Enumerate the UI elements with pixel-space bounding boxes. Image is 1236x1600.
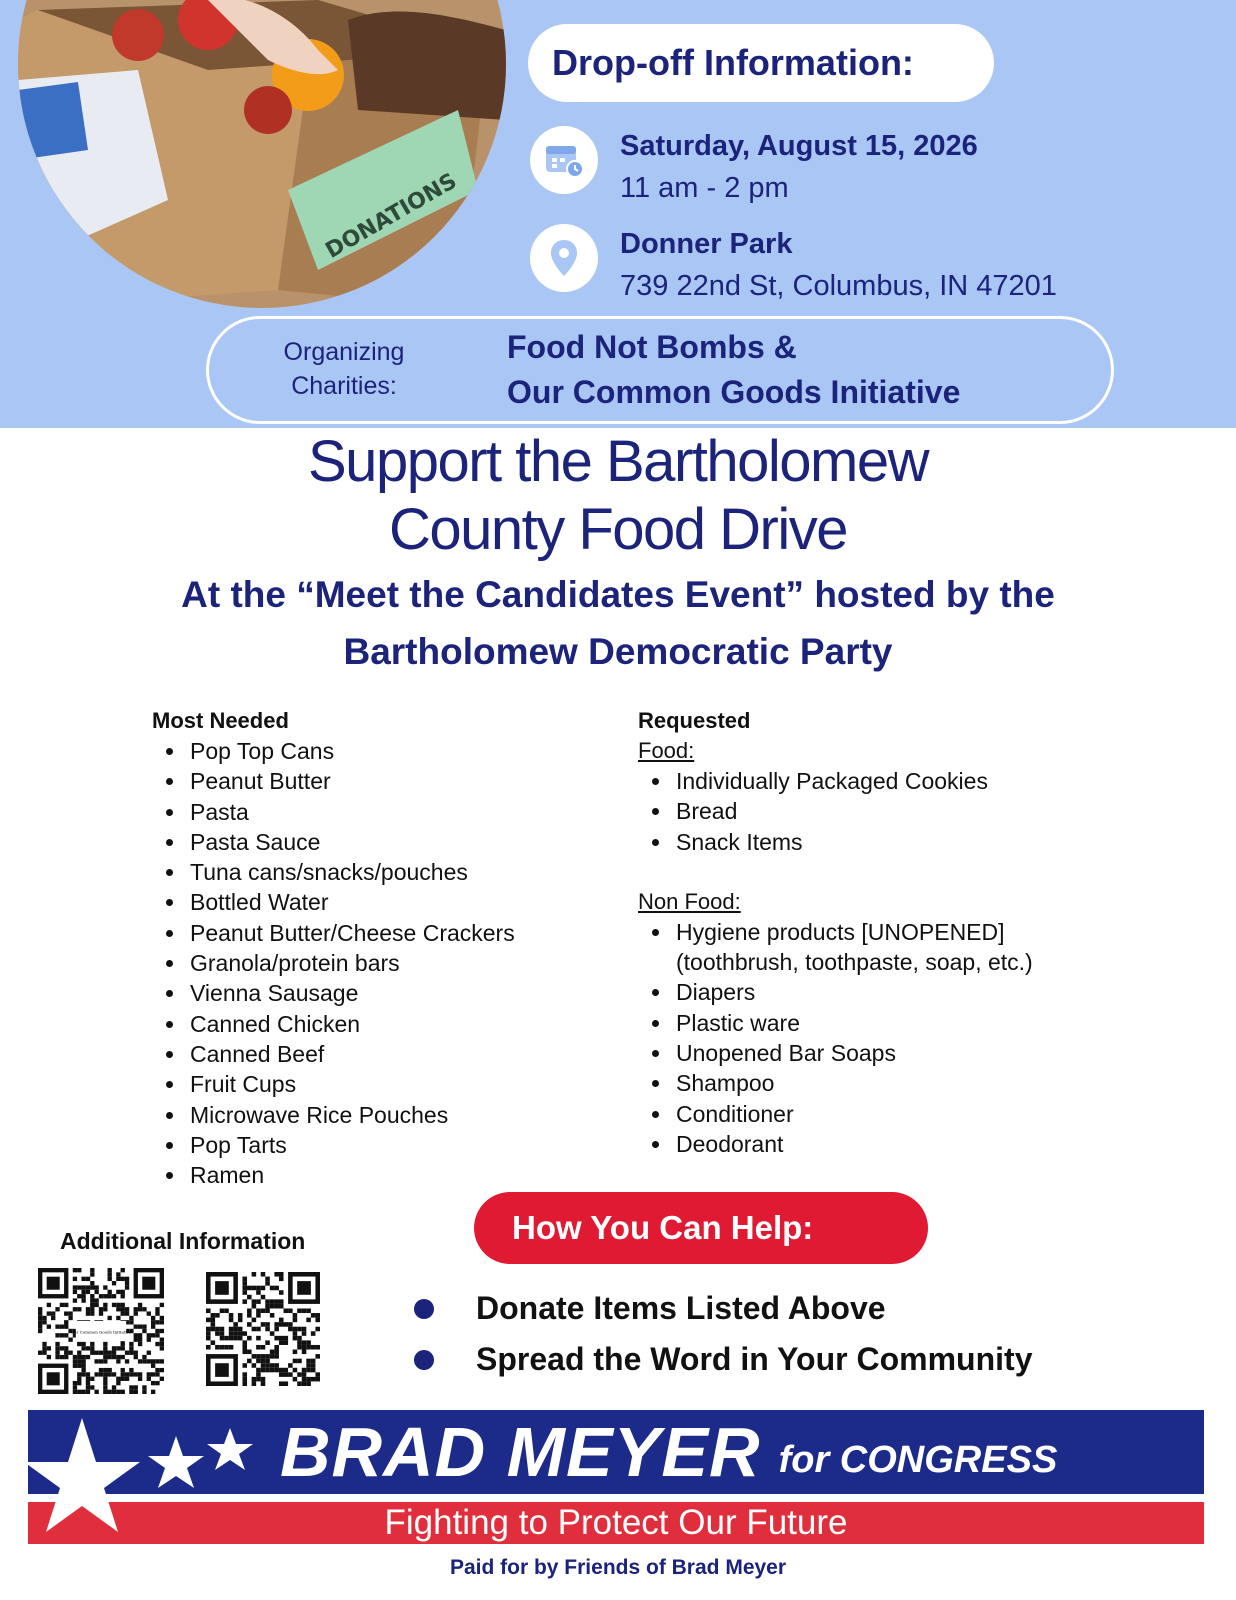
dropoff-heading: Drop-off Information: — [552, 42, 914, 83]
event-date: Saturday, August 15, 2026 — [620, 130, 978, 162]
help-item — [414, 1290, 886, 1327]
subtitle-line1: At the “Meet the Candidates Event” hosted by the — [181, 574, 1055, 615]
candidate-office-text: for CONGRESS — [778, 1438, 1058, 1481]
most-needed-list — [152, 706, 592, 1190]
how-you-can-help-pill — [474, 1192, 928, 1264]
event-subtitle — [0, 566, 1236, 680]
dropoff-heading-pill — [528, 24, 994, 102]
campaign-tagline: Fighting to Protect Our Future — [384, 1503, 848, 1542]
list-item: Peanut Butter/Cheese Crackers — [166, 918, 592, 948]
help-item-label: Spread the Word in Your Community — [476, 1341, 1033, 1377]
list-item: Tuna cans/snacks/pouches — [166, 857, 592, 887]
additional-info-title: Additional Information — [60, 1228, 306, 1254]
bullet-dot — [414, 1299, 434, 1319]
calendar-icon — [530, 126, 598, 194]
paid-for-disclaimer: Paid for by Friends of Brad Meyer — [449, 1556, 787, 1579]
list-item: Microwave Rice Pouches — [166, 1100, 592, 1130]
subtitle-line2: Bartholomew Democratic Party — [343, 631, 893, 672]
venue-name: Donner Park — [620, 228, 793, 260]
title-line2: County Food Drive — [388, 497, 848, 562]
list-item: Ramen — [166, 1160, 592, 1190]
charity-name-line1: Food Not Bombs & — [507, 329, 797, 365]
date-row — [530, 126, 978, 210]
list-item: (toothbrush, toothpaste, soap, etc.) — [676, 949, 1033, 976]
qr-caption: Our Common Goods Initiative — [70, 1329, 132, 1335]
list-item: Individually Packaged Cookies — [652, 766, 1098, 796]
box-label: DONATIONS — [321, 168, 462, 264]
page-title — [0, 428, 1236, 564]
help-item-label: Donate Items Listed Above — [476, 1290, 886, 1326]
list-item: Peanut Butter — [166, 766, 592, 796]
list-item: Pasta Sauce — [166, 827, 592, 857]
list-item: Hygiene products [UNOPENED] — [652, 917, 1098, 947]
list-item: Diapers — [652, 977, 1098, 1007]
list-item: Pasta — [166, 797, 592, 827]
organizing-charities-pill — [206, 316, 1114, 424]
charities-label-line2: Charities: — [291, 372, 397, 400]
list-item: Plastic ware — [652, 1008, 1098, 1038]
event-time: 11 am - 2 pm — [620, 172, 789, 204]
venue-address: 739 22nd St, Columbus, IN 47201 — [620, 270, 1057, 302]
organizing-charities-label — [269, 335, 419, 403]
list-item: Bread — [652, 796, 1098, 826]
list-item: Canned Beef — [166, 1039, 592, 1069]
title-line1: Support the Bartholomew — [308, 429, 928, 494]
charity-name-line2: Our Common Goods Initiative — [507, 374, 961, 410]
help-item — [414, 1341, 1032, 1378]
requested-list — [638, 706, 1098, 1159]
list-item: Unopened Bar Soaps — [652, 1038, 1098, 1068]
list-item: Vienna Sausage — [166, 978, 592, 1008]
candidate-name-text: BRAD MEYER — [280, 1413, 761, 1491]
list-item: Fruit Cups — [166, 1069, 592, 1099]
food-label: Food: — [638, 738, 695, 763]
list-item: Canned Chicken — [166, 1009, 592, 1039]
list-item: Pop Top Cans — [166, 736, 592, 766]
list-item: Snack Items — [652, 827, 1098, 857]
qr-code-1[interactable] — [38, 1268, 164, 1399]
bullet-dot — [414, 1350, 434, 1370]
list-item: Shampoo — [652, 1068, 1098, 1098]
requested-title: Requested — [638, 708, 751, 733]
campaign-banner — [28, 1410, 1204, 1544]
qr-code-2[interactable] — [206, 1272, 320, 1391]
venue-row — [530, 224, 1057, 308]
candidate-name — [280, 1410, 1057, 1494]
list-item: Granola/protein bars — [166, 948, 592, 978]
list-item: Deodorant — [652, 1129, 1098, 1159]
help-heading: How You Can Help: — [512, 1209, 814, 1246]
list-item: Bottled Water — [166, 887, 592, 917]
charity-names — [507, 325, 960, 415]
most-needed-title: Most Needed — [152, 708, 289, 733]
charities-label-line1: Organizing — [283, 338, 405, 366]
nonfood-label: Non Food: — [638, 888, 741, 914]
list-item: Pop Tarts — [166, 1130, 592, 1160]
location-pin-icon — [530, 224, 598, 292]
list-item: Conditioner — [652, 1099, 1098, 1129]
